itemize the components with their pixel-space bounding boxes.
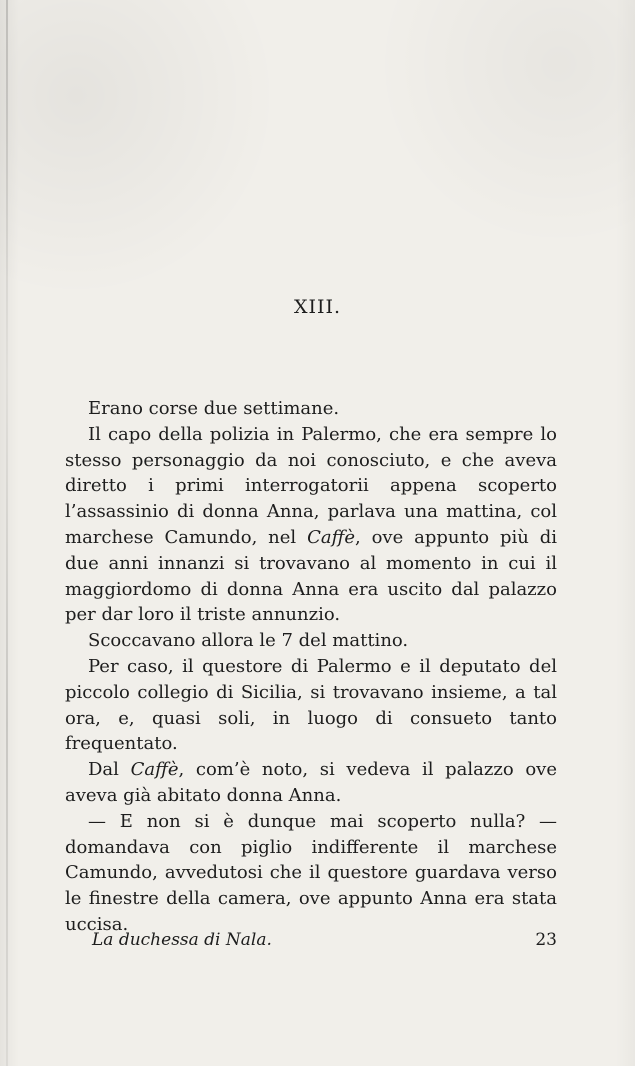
italic-word: Caffè [307, 526, 355, 548]
paragraph-5: Dal Caffè, com’è noto, si vedeva il palazzo ove aveva già abitato donna Anna. [65, 759, 557, 806]
chapter-heading: XIII. [293, 296, 342, 318]
paragraph-1: Erano corse due settimane. [88, 398, 340, 419]
page-edge-shadow [6, 0, 8, 1066]
page-number: 23 [535, 930, 557, 950]
paragraph-4: Per caso, il questore di Palermo e il deputato del piccolo collegio di Sicilia, si trovavano insieme, a tal ora, e, quasi soli, in luogo di consueto tanto frequentato. [65, 655, 557, 755]
page-footer [92, 930, 557, 950]
paragraph-3: Scoccavano allora le 7 del mattino. [88, 630, 409, 652]
page-body [65, 396, 557, 938]
italic-word: Caffè [130, 759, 179, 781]
paragraph-2: Il capo della polizia in Palermo, che era sempre lo stesso personaggio da noi conosciuto, e che aveva diretto i primi interrogatorii appena scoperto l’assassinio di donna Anna, parlava una mattina, col marchese Camundo, nel Caffè, ove appunto più di due anni innanzi si trovavano al momento in cui il maggiordomo di donna Anna era uscito dal palazzo per dar loro il triste annunzio. [65, 423, 557, 626]
paragraph-6: — E non si è dunque mai scoperto nulla? — domandava con piglio indifferente il marchese Camundo, avvedutosi che il questore guardava verso le finestre della camera, ove appunto Anna era stata uccisa. [65, 810, 557, 935]
book-title-footer: La duchessa di Nala. [92, 930, 272, 950]
